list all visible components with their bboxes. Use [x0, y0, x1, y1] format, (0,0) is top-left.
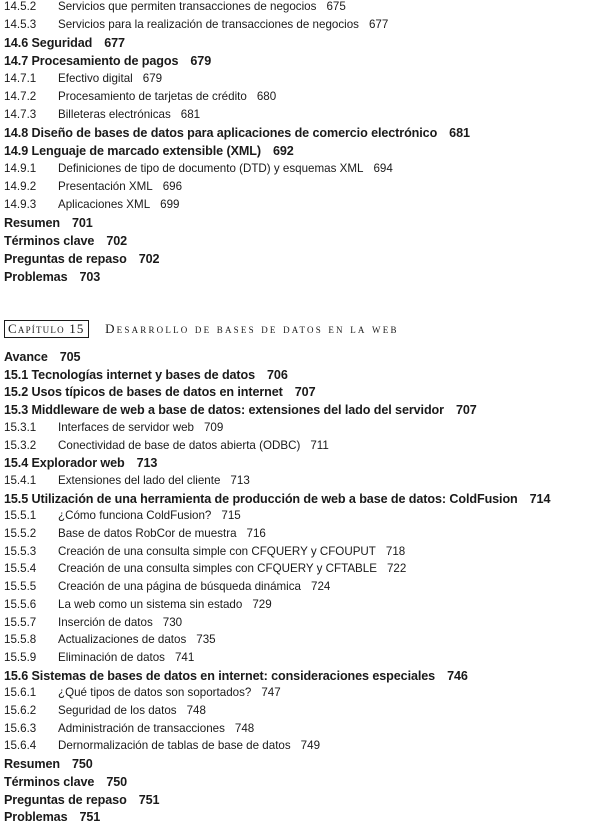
toc-entry-page-number: 699 [160, 198, 180, 211]
toc-subsection-entry [4, 162, 393, 175]
toc-entry-page-number: 696 [162, 180, 183, 193]
toc-entry-page-number: 746 [447, 668, 468, 683]
toc-section-entry [4, 775, 127, 789]
toc-entry-page-number: 707 [294, 385, 316, 400]
toc-entry-page-number: 748 [186, 704, 206, 717]
toc-entry-title: 14.7 Procesamiento de pagos [4, 54, 179, 68]
toc-entry-page-number: 701 [72, 216, 93, 230]
toc-entry-title: ¿Qué tipos de datos son soportados? [58, 686, 252, 700]
toc-subsection-entry [4, 722, 254, 735]
toc-entry-page-number: 702 [138, 252, 160, 266]
toc-entry-number: 15.6.2 [4, 704, 37, 717]
toc-subsection-entry [4, 108, 200, 121]
toc-subsection-entry [4, 598, 272, 611]
toc-subsection-entry [4, 704, 206, 717]
toc-entry-page-number: 677 [104, 36, 125, 50]
toc-entry-page-number: 730 [162, 615, 183, 629]
toc-subsection-entry [4, 18, 388, 31]
toc-entry-title: Eliminación de datos [58, 650, 165, 664]
toc-entry-number: 14.5.3 [4, 18, 37, 31]
toc-entry-page-number: 713 [136, 456, 158, 471]
toc-entry-page-number: 718 [385, 544, 406, 558]
chapter-label: Capítulo 15 [4, 320, 89, 338]
toc-entry-number: 15.5.5 [4, 580, 37, 594]
toc-subsection-entry [4, 0, 346, 13]
toc-entry-number: 14.9.3 [4, 198, 37, 211]
toc-entry-page-number: 703 [79, 270, 101, 284]
toc-entry-title: 15.1 Tecnologías internet y bases de datos [4, 367, 256, 382]
toc-entry-title: Inserción de datos [58, 615, 153, 629]
toc-entry-page-number: 722 [386, 562, 407, 576]
toc-subsection-entry [4, 90, 276, 103]
toc-entry-title: Procesamiento de tarjetas de crédito [58, 90, 247, 103]
toc-subsection-entry [4, 527, 266, 540]
toc-entry-page-number: 713 [230, 473, 250, 487]
toc-entry-title: Efectivo digital [58, 72, 133, 85]
toc-entry-page-number: 692 [272, 144, 294, 158]
toc-entry-page-number: 749 [300, 739, 321, 753]
toc-entry-title: Creación de una consulta simples con CFQUERY y CFTABLE [58, 562, 377, 576]
toc-entry-page-number: 729 [252, 597, 272, 611]
toc-section-entry [4, 793, 159, 807]
toc-entry-title: 15.4 Explorador web [4, 456, 125, 471]
chapter-heading [4, 320, 399, 338]
toc-entry-title: Preguntas de repaso [4, 252, 127, 266]
toc-entry-number: 14.7.2 [4, 90, 37, 103]
toc-entry-title: Avance [4, 350, 48, 364]
toc-subsection-entry [4, 616, 182, 629]
toc-subsection-entry [4, 633, 216, 646]
toc-subsection-entry [4, 198, 180, 211]
toc-entry-page-number: 681 [449, 126, 470, 140]
toc-entry-title: Actualizaciones de datos [58, 633, 187, 647]
toc-entry-number: 14.7.1 [4, 72, 37, 85]
toc-entry-number: 14.9.2 [4, 180, 37, 193]
toc-section-entry [4, 144, 294, 158]
toc-section-entry [4, 270, 100, 284]
toc-entry-page-number: 675 [326, 0, 346, 13]
toc-section-entry [4, 54, 211, 68]
toc-entry-number: 15.5.3 [4, 544, 37, 558]
toc-section-entry [4, 757, 93, 771]
toc-entry-title: Interfaces de servidor web [58, 420, 194, 434]
toc-entry-title: Problemas [4, 270, 68, 284]
toc-entry-title: ¿Cómo funciona ColdFusion? [58, 509, 212, 523]
toc-entry-title: Base de datos RobCor de muestra [58, 527, 237, 540]
toc-subsection-entry [4, 686, 281, 699]
toc-entry-title: Problemas [4, 810, 68, 825]
toc-entry-page-number: 709 [203, 420, 224, 434]
toc-entry-page-number: 724 [311, 580, 331, 594]
toc-entry-title: 14.6 Seguridad [4, 36, 93, 50]
toc-subsection-entry [4, 651, 194, 664]
toc-entry-page-number: 750 [72, 757, 93, 772]
toc-entry-title: Términos clave [4, 774, 95, 789]
toc-entry-title: Resumen [4, 216, 60, 230]
toc-section-entry [4, 126, 470, 140]
toc-entry-page-number: 705 [59, 350, 81, 364]
toc-entry-title: Servicios para la realización de transacciones de negocios [58, 18, 359, 31]
chapter-title: Desarrollo de bases de datos en la web [105, 321, 399, 336]
toc-entry-title: Preguntas de repaso [4, 792, 127, 807]
toc-entry-page-number: 716 [246, 527, 266, 540]
toc-entry-number: 15.3.2 [4, 438, 37, 452]
toc-subsection-entry [4, 72, 162, 85]
toc-entry-title: Seguridad de los datos [58, 704, 177, 717]
toc-entry-title: 15.6 Sistemas de bases de datos en internet: consideraciones especiales [4, 668, 436, 683]
toc-section-entry [4, 234, 127, 248]
toc-entry-number: 15.5.6 [4, 597, 37, 611]
toc-entry-page-number: 679 [142, 72, 163, 85]
toc-entry-page-number: 748 [234, 721, 255, 735]
toc-entry-number: 15.3.1 [4, 420, 37, 434]
toc-entry-title: Administración de transacciones [58, 721, 225, 735]
toc-subsection-entry [4, 545, 405, 558]
toc-entry-title: Creación de una consulta simple con CFQUERY y CFOUPUT [58, 544, 376, 558]
toc-entry-number: 15.5.7 [4, 615, 37, 629]
toc-entry-title: Definiciones de tipo de documento (DTD) y esquemas XML [58, 162, 364, 175]
toc-entry-title: La web como un sistema sin estado [58, 597, 243, 611]
toc-subsection-entry [4, 421, 223, 434]
toc-entry-number: 15.5.2 [4, 527, 37, 540]
toc-section-entry [4, 368, 288, 382]
toc-entry-title: 15.2 Usos típicos de bases de datos en internet [4, 385, 283, 400]
toc-entry-title: Billeteras electrónicas [58, 108, 171, 121]
toc-entry-number: 14.9.1 [4, 162, 37, 175]
toc-entry-page-number: 751 [79, 810, 101, 825]
toc-subsection-entry [4, 562, 406, 575]
toc-entry-page-number: 750 [106, 774, 128, 789]
toc-entry-title: 14.9 Lenguaje de marcado extensible (XML) [4, 144, 261, 158]
toc-subsection-entry [4, 509, 241, 522]
toc-section-entry [4, 403, 477, 417]
toc-entry-number: 15.5.4 [4, 562, 37, 576]
toc-entry-page-number: 747 [261, 686, 281, 700]
toc-entry-page-number: 735 [196, 633, 216, 647]
toc-entry-title: 15.3 Middleware de web a base de datos: extensiones del lado del servidor [4, 403, 444, 418]
toc-entry-page-number: 711 [310, 438, 329, 452]
toc-subsection-entry [4, 580, 330, 593]
toc-section-entry [4, 669, 468, 683]
toc-section-entry [4, 810, 100, 824]
toc-entry-number: 15.6.4 [4, 739, 37, 753]
toc-entry-title: Conectividad de base de datos abierta (ODBC) [58, 438, 301, 452]
toc-entry-title: Extensiones del lado del cliente [58, 473, 221, 487]
toc-entry-page-number: 706 [267, 367, 288, 382]
toc-entry-title: Creación de una página de búsqueda dinámica [58, 580, 302, 594]
toc-section-entry [4, 385, 315, 399]
toc-entry-number: 15.5.9 [4, 650, 37, 664]
toc-subsection-entry [4, 439, 329, 452]
toc-entry-title: 15.5 Utilización de una herramienta de producción de web a base de datos: ColdFusion [4, 491, 518, 506]
toc-entry-title: Dernormalización de tablas de base de datos [58, 739, 291, 753]
toc-entry-title: Presentación XML [58, 180, 153, 193]
toc-entry-title: Resumen [4, 757, 60, 772]
toc-entry-page-number: 714 [529, 491, 551, 506]
toc-entry-title: Aplicaciones XML [58, 198, 151, 211]
toc-entry-page-number: 751 [138, 792, 160, 807]
toc-entry-page-number: 681 [180, 108, 201, 121]
toc-entry-number: 14.7.3 [4, 108, 37, 121]
toc-subsection-entry [4, 474, 250, 487]
toc-entry-number: 15.6.3 [4, 721, 37, 735]
toc-section-entry [4, 216, 93, 230]
toc-entry-page-number: 702 [106, 234, 128, 248]
toc-entry-number: 14.5.2 [4, 0, 37, 13]
toc-entry-number: 15.5.1 [4, 509, 37, 523]
toc-entry-number: 15.4.1 [4, 473, 37, 487]
toc-subsection-entry [4, 180, 182, 193]
toc-entry-page-number: 677 [368, 18, 389, 31]
toc-entry-title: 14.8 Diseño de bases de datos para aplicaciones de comercio electrónico [4, 126, 438, 140]
toc-entry-page-number: 679 [190, 54, 212, 68]
toc-entry-title: Servicios que permiten transacciones de negocios [58, 0, 317, 13]
toc-entry-number: 15.6.1 [4, 686, 37, 700]
toc-entry-page-number: 707 [455, 403, 477, 418]
toc-section-entry [4, 350, 80, 364]
toc-subsection-entry [4, 739, 320, 752]
toc-section-entry [4, 36, 125, 50]
toc-entry-number: 15.5.8 [4, 633, 37, 647]
toc-entry-page-number: 694 [373, 162, 393, 175]
toc-entry-page-number: 741 [174, 650, 195, 664]
toc-entry-title: Términos clave [4, 234, 95, 248]
toc-section-entry [4, 252, 159, 266]
toc-entry-page-number: 715 [221, 509, 241, 523]
toc-section-entry [4, 492, 550, 506]
toc-section-entry [4, 456, 157, 470]
toc-entry-page-number: 680 [256, 90, 277, 103]
